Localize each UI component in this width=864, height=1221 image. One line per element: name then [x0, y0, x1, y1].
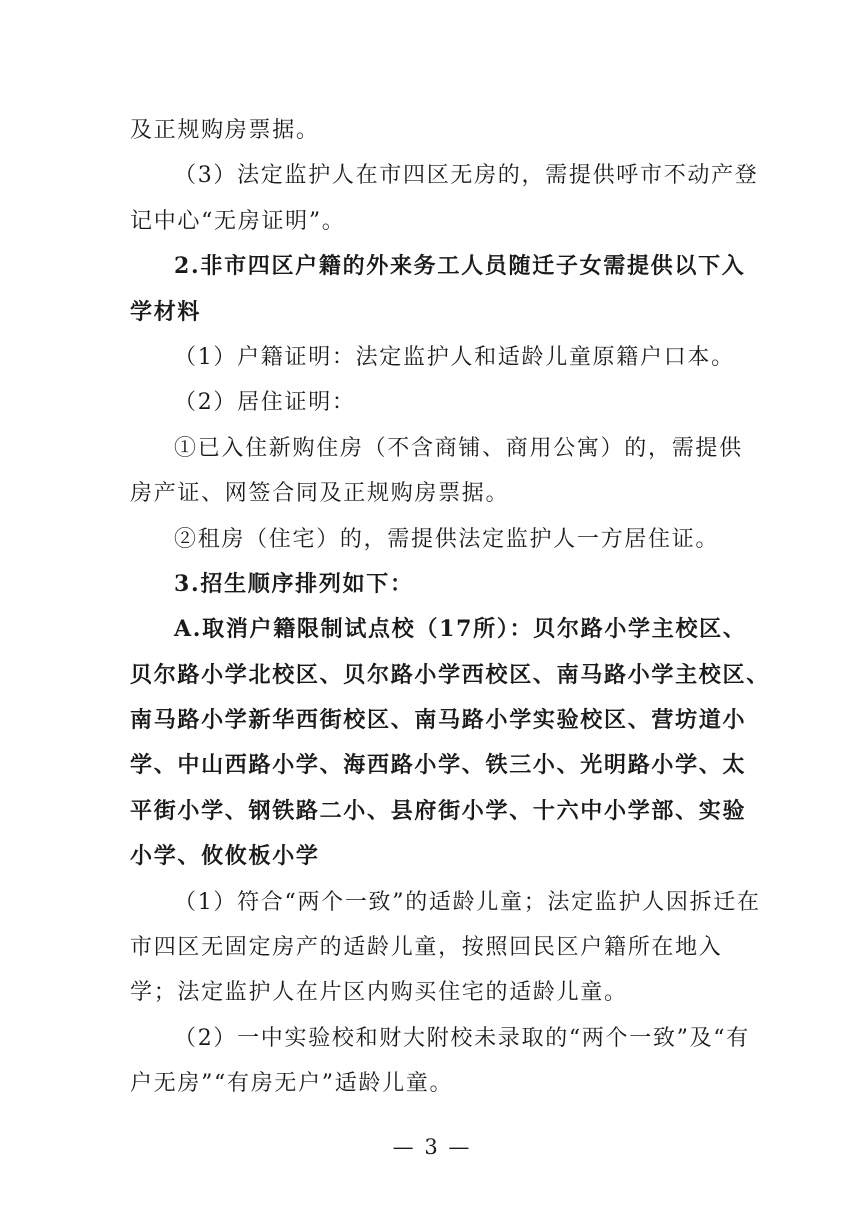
- text-line: （3）法定监护人在市四区无房的，需提供呼市不动产登: [174, 163, 759, 189]
- text-line: （2）居住证明：: [174, 390, 356, 416]
- school-list-line: 南马路小学新华西街校区、南马路小学实验校区、营坊道小: [130, 707, 747, 734]
- text-line: ②租房（住宅）的，需提供法定监护人一方居住证。: [174, 526, 720, 552]
- school-list-line: 贝尔路小学北校区、贝尔路小学西校区、南马路小学主校区、: [130, 661, 770, 688]
- text-line: 户无房”“有房无户”适龄儿童。: [130, 1071, 454, 1097]
- text-line: 市四区无固定房产的适龄儿童，按照回民区户籍所在地入: [130, 935, 723, 961]
- text-line: （1）符合“两个一致”的适龄儿童；法定监护人因拆迁在: [174, 889, 761, 915]
- text-line: 学；法定监护人在片区内购买住宅的适龄儿童。: [130, 980, 628, 1006]
- page-number: — 3 —: [392, 1135, 472, 1159]
- section-heading: 3.招生顺序排列如下：: [174, 570, 414, 597]
- school-list-line: 小学、攸攸板小学: [130, 843, 320, 870]
- text-line: 记中心“无房证明”。: [130, 208, 346, 234]
- section-heading: 学材料: [130, 298, 202, 325]
- text-line: （2）一中实验校和财大附校未录取的“两个一致”及“有: [174, 1025, 750, 1051]
- document-body: [130, 108, 770, 1107]
- section-heading: 2.非市四区户籍的外来务工人员随迁子女需提供以下入: [174, 253, 746, 280]
- school-list-line: A.取消户籍限制试点校（17所）：贝尔路小学主校区、: [174, 616, 747, 643]
- text-line: （1）户籍证明：法定监护人和适龄儿童原籍户口本。: [174, 344, 735, 370]
- school-list-line: 平街小学、钢铁路二小、县府街小学、十六中小学部、实验: [130, 797, 747, 824]
- text-line: ①已入住新购住房（不含商铺、商用公寓）的，需提供: [174, 435, 743, 461]
- text-line: 及正规购房票据。: [130, 118, 320, 143]
- school-list-line: 学、中山西路小学、海西路小学、铁三小、光明路小学、太: [130, 752, 747, 779]
- text-line: 房产证、网签合同及正规购房票据。: [130, 481, 510, 507]
